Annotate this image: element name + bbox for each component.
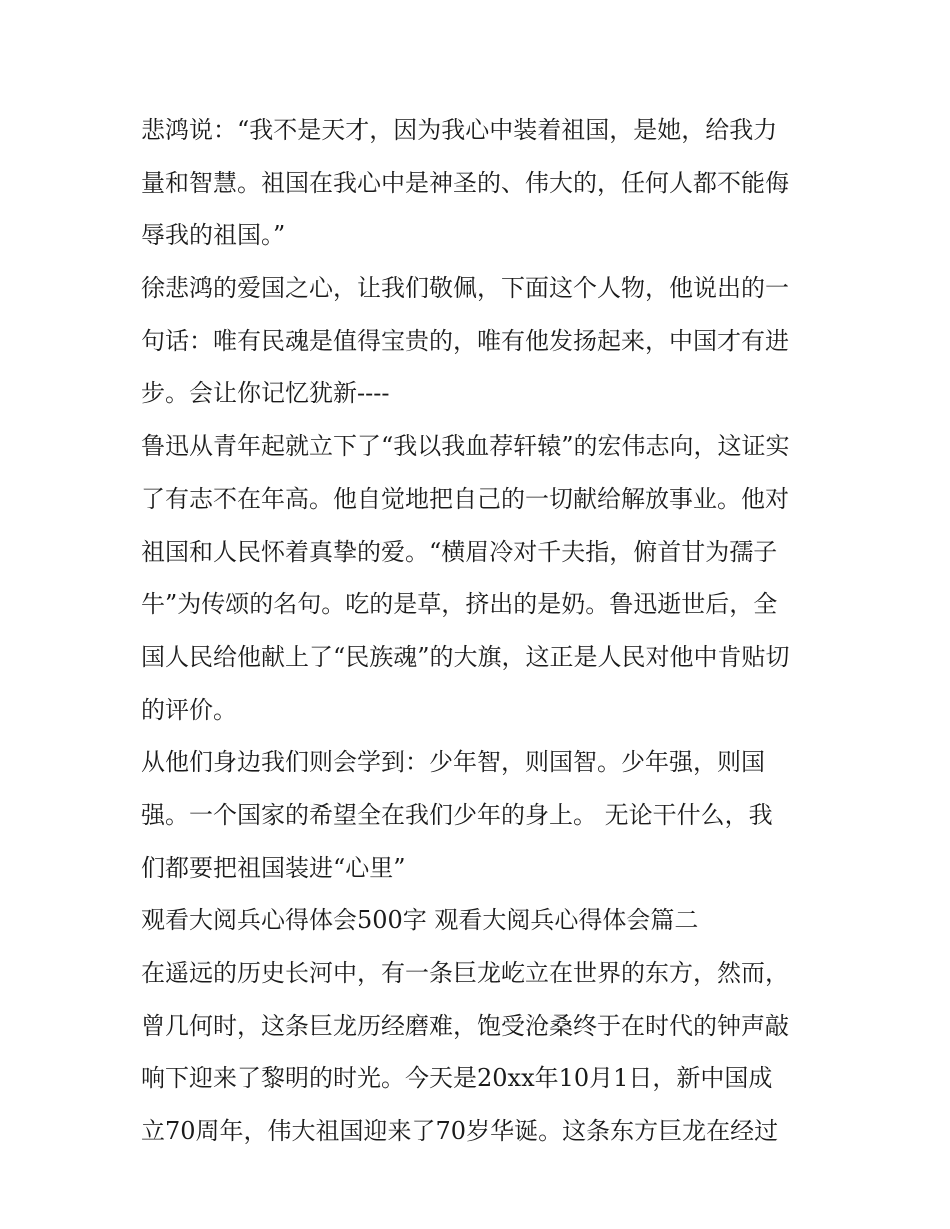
text-line: 的评价。 bbox=[141, 695, 237, 724]
text-line: 牛”为传颂的名句。吃的是草，挤出的是奶。鲁迅逝世后，全 bbox=[141, 590, 778, 619]
text-line: 句话：唯有民魂是值得宝贵的，唯有他发扬起来，中国才有进 bbox=[141, 326, 789, 355]
section-heading: 观看大阅兵心得体会500字 观看大阅兵心得体会篇二 bbox=[141, 906, 699, 935]
text-line: 从他们身边我们则会学到：少年智，则国智。少年强，则国 bbox=[141, 748, 765, 777]
text-line: 响下迎来了黎明的时光。今天是20xx年10月1日，新中国成 bbox=[141, 1064, 773, 1093]
text-line: 强。一个国家的希望全在我们少年的身上。 无论干什么，我 bbox=[141, 800, 773, 829]
text-line: 们都要把祖国装进“心里” bbox=[141, 853, 406, 882]
text-line: 了有志不在年高。他自觉地把自己的一切献给解放事业。他对 bbox=[141, 484, 789, 513]
text-line: 立70周年，伟大祖国迎来了70岁华诞。这条东方巨龙在经过 bbox=[141, 1117, 779, 1146]
text-line: 徐悲鸿的爱国之心，让我们敬佩，下面这个人物，他说出的一 bbox=[141, 274, 789, 303]
text-line: 鲁迅从青年起就立下了“我以我血荐轩辕”的宏伟志向，这证实 bbox=[141, 432, 790, 461]
text-line: 在遥远的历史长河中，有一条巨龙屹立在世界的东方，然而， bbox=[141, 959, 789, 987]
text-line: 辱我的祖国。” bbox=[141, 221, 286, 250]
text-line: 祖国和人民怀着真挚的爱。“横眉冷对千夫指，俯首甘为孺子 bbox=[141, 537, 778, 566]
text-line: 悲鸿说：“我不是天才，因为我心中装着祖国，是她，给我力 bbox=[141, 116, 778, 144]
text-line: 国人民给他献上了“民族魂”的大旗，这正是人民对他中肯贴切 bbox=[141, 642, 790, 671]
text-line: 步。会让你记忆犹新---- bbox=[141, 379, 390, 408]
text-line: 量和智慧。祖国在我心中是神圣的、伟大的，任何人都不能侮 bbox=[141, 168, 789, 197]
text-line: 曾几何时，这条巨龙历经磨难，饱受沧桑终于在时代的钟声敲 bbox=[141, 1011, 789, 1040]
document-body bbox=[141, 104, 821, 1158]
